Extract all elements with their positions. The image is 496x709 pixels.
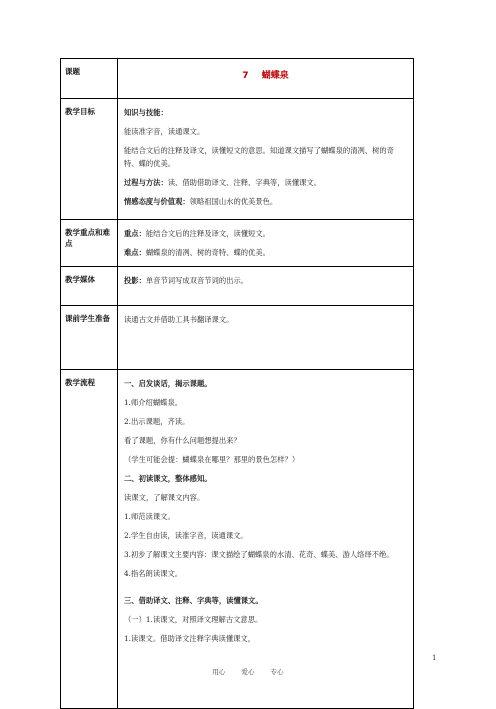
table-row-title — [61, 59, 414, 99]
section-2-item-2: 1.师范读课文。 — [124, 512, 175, 521]
key-line — [124, 224, 407, 243]
emotion-text: 领略祖国山水的优美景色。 — [189, 197, 278, 206]
projection-label: 投影： — [124, 276, 146, 285]
section-2-item-5: 4.指名朗读课文。 — [124, 569, 183, 578]
goals-cell — [118, 99, 414, 220]
difficulty-label: 难点： — [124, 248, 146, 257]
section-3-item-2: 1.读课文。借助译文注释字典读懂课文， — [124, 634, 256, 643]
page-number: 1 — [432, 654, 437, 662]
section-3-item-1: （一）1.读课文，对照译文理解古文意思。 — [124, 615, 263, 624]
goals-line-2: 能结合文后的注释及译文，读懂短文的意思。知道课文描写了蝴蝶泉的清冽、树的奇特、蝶的优美。 — [124, 146, 394, 168]
process-line — [124, 173, 407, 192]
section-2-item-3: 2.学生自由读，读准字音，读通课文。 — [124, 531, 248, 540]
section-1-item-4: （学生可能会提：蝴蝶泉在哪里？那里的景色怎样？） — [124, 455, 300, 464]
section-1-heading: 一、启发谈话，揭示课题。 — [124, 379, 212, 388]
table-row-preparation — [61, 306, 414, 370]
page-footer: 用心 爱心 专心 — [212, 668, 284, 676]
label-media: 教学媒体 — [61, 267, 118, 306]
section-2-heading: 二、初读课文，整体感知。 — [124, 474, 212, 483]
label-goals: 教学目标 — [61, 99, 118, 220]
section-3-heading: 三、借助译文、注释、字典等，读懂课文。 — [124, 596, 263, 605]
process-text: 读、借助借助译文、注释、字典等，读懂课文。 — [167, 178, 322, 187]
section-spacer — [124, 583, 407, 591]
key-text: 能结合文后的注释及译文，读懂短文。 — [145, 229, 270, 238]
key-label: 重点： — [124, 229, 146, 238]
process-label: 过程与方法： — [124, 178, 168, 187]
preparation-text: 读通古文并借助工具书翻译课文。 — [124, 315, 234, 324]
section-2-item-4: 3.初步了解课文主要内容：课文描绘了蝴蝶泉的水清、花奇、蝶美、游人络绎不绝。 — [124, 550, 394, 559]
projection-text: 单音节词写成双音节词的出示。 — [145, 276, 249, 285]
media-cell — [118, 267, 414, 306]
media-line — [124, 271, 407, 290]
goals-line-1: 能读准字音，读通课文。 — [124, 127, 205, 136]
goals-heading: 知识与技能： — [124, 108, 168, 117]
section-2-item-1: 读课文，了解课文内容。 — [124, 493, 205, 502]
section-1-item-1: 1.师介绍蝴蝶泉。 — [124, 398, 183, 407]
label-topic: 课题 — [61, 59, 118, 99]
difficulty-text: 蝴蝶泉的清冽、树的奇特、蝶的优美。 — [145, 248, 270, 257]
label-flow: 教学流程 — [61, 370, 118, 709]
label-preparation: 课前学生准备 — [61, 306, 118, 370]
lesson-title: 7 蝴蝶泉 — [118, 59, 414, 99]
table-row-goals — [61, 99, 414, 220]
table-row-media — [61, 267, 414, 306]
table-row-key-points — [61, 220, 414, 267]
label-key-points: 教学重点和难点 — [61, 220, 118, 267]
section-1-item-2: 2.出示课题，齐读。 — [124, 417, 190, 426]
emotion-label: 情感态度与价值观： — [124, 197, 190, 206]
preparation-cell — [118, 306, 414, 370]
table-row-flow — [61, 370, 414, 709]
difficulty-line — [124, 243, 407, 262]
emotion-line — [124, 192, 407, 211]
section-1-item-3: 看了课题，你有什么问题想提出来？ — [124, 436, 241, 445]
lesson-plan-table — [60, 58, 414, 709]
flow-cell — [118, 370, 414, 709]
key-points-cell — [118, 220, 414, 267]
